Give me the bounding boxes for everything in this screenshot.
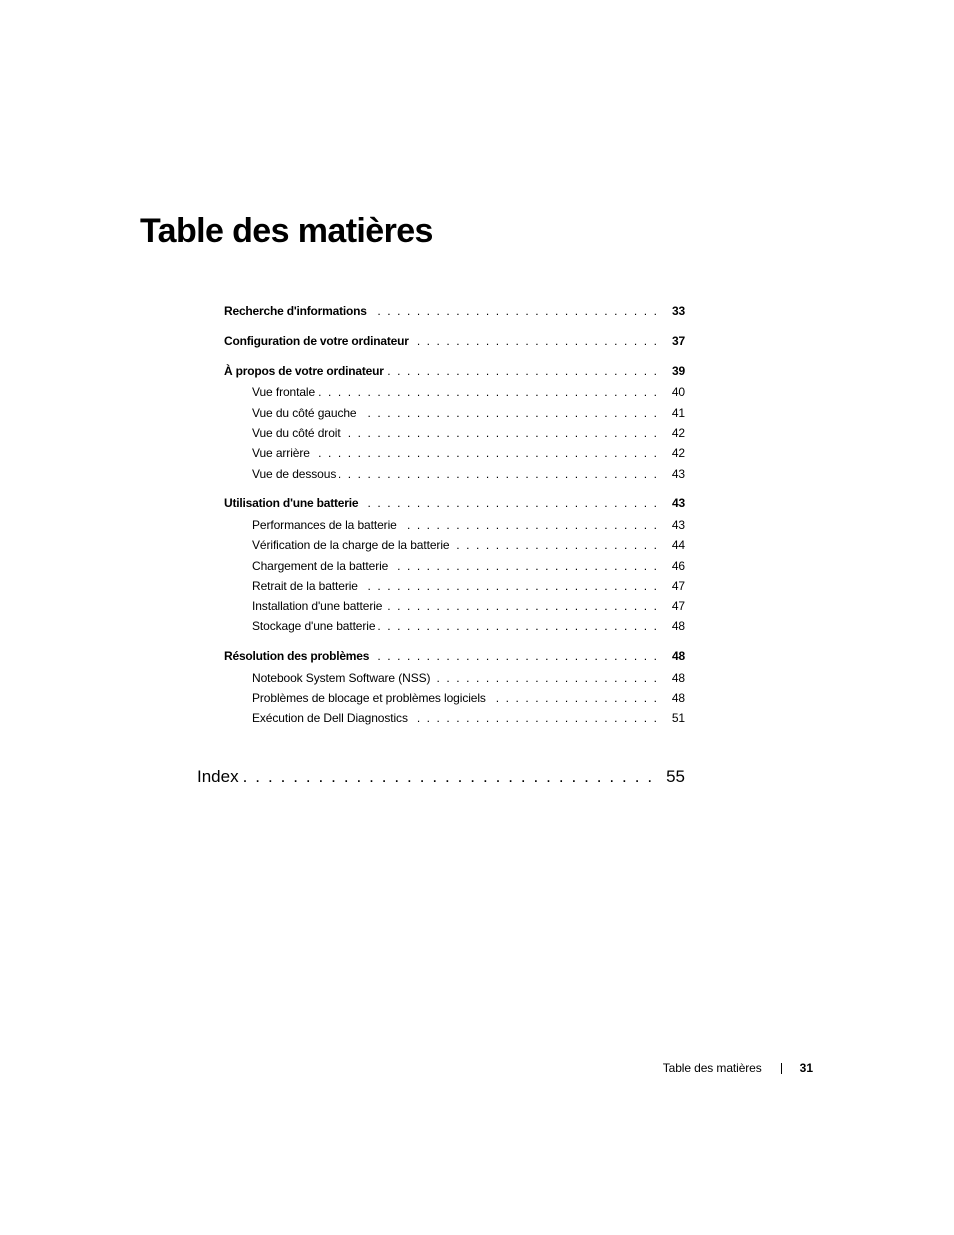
toc-entry-configuration[interactable] (224, 334, 685, 348)
dot-leader (370, 304, 657, 318)
toc-entry-page: 42 (671, 446, 685, 460)
toc-subentry-performances[interactable] (252, 518, 685, 532)
toc-subentry-verification[interactable] (252, 538, 685, 552)
dot-leader (387, 364, 657, 378)
toc-entry-page: 47 (671, 579, 685, 593)
toc-subentry-vue-dessous[interactable] (252, 467, 685, 481)
toc-entry-label: Résolution des problèmes (224, 649, 370, 663)
dot-leader (411, 711, 657, 725)
dot-leader (242, 767, 652, 787)
dot-leader (412, 334, 657, 348)
toc-entry-page: 48 (671, 671, 685, 685)
toc-subentry-vue-cote-gauche[interactable] (252, 406, 685, 420)
toc-entry-page: 43 (672, 496, 685, 510)
toc-subentry-stockage[interactable] (252, 619, 685, 633)
dot-leader (489, 691, 657, 705)
toc-entry-label: Utilisation d'une batterie (224, 496, 359, 510)
toc-entry-recherche[interactable] (224, 304, 685, 318)
toc-entry-page: 55 (666, 767, 685, 786)
toc-entry-page: 46 (671, 559, 685, 573)
toc-entry-label: Vérification de la charge de la batterie (252, 538, 450, 552)
toc-entry-page: 43 (671, 467, 685, 481)
toc-entry-page: 48 (671, 619, 685, 633)
toc-entry-page: 47 (671, 599, 685, 613)
toc-entry-label: Performances de la batterie (252, 518, 397, 532)
toc-entry-label: Vue du côté gauche (252, 406, 357, 420)
toc-entry-label: Stockage d'une batterie (252, 619, 376, 633)
page-title: Table des matières (140, 212, 433, 250)
toc-entry-label: Vue arrière (252, 446, 310, 460)
toc-subentry-chargement[interactable] (252, 559, 685, 573)
toc-entry-label: À propos de votre ordinateur (224, 364, 384, 378)
dot-leader (361, 579, 657, 593)
toc-entry-page: 33 (672, 304, 685, 318)
dot-leader (391, 559, 657, 573)
toc-entry-label: Vue de dessous (252, 467, 337, 481)
toc-entry-label: Installation d'une batterie (252, 599, 383, 613)
toc-subentry-nss[interactable] (252, 671, 685, 685)
toc-entry-label: Vue du côté droit (252, 426, 341, 440)
toc-subentry-vue-frontale[interactable] (252, 385, 685, 399)
toc-entry-label: Problèmes de blocage et problèmes logiciels (252, 691, 486, 705)
dot-leader (318, 385, 657, 399)
toc-subentry-diagnostics[interactable] (252, 711, 685, 725)
dot-leader (360, 406, 657, 420)
toc-entry-label: Recherche d'informations (224, 304, 367, 318)
dot-leader (344, 426, 657, 440)
toc-entry-index[interactable] (197, 767, 685, 787)
toc-entry-page: 37 (672, 334, 685, 348)
toc-entry-label: Retrait de la batterie (252, 579, 358, 593)
toc-entry-page: 40 (671, 385, 685, 399)
toc-entry-page: 44 (671, 538, 685, 552)
dot-leader (400, 518, 657, 532)
dot-leader (313, 446, 657, 460)
toc-entry-page: 42 (671, 426, 685, 440)
toc-entry-label: Vue frontale (252, 385, 316, 399)
dot-leader (433, 671, 657, 685)
toc-entry-page: 48 (671, 691, 685, 705)
page-footer (0, 1061, 813, 1075)
dot-leader (378, 619, 657, 633)
toc-subentry-vue-cote-droit[interactable] (252, 426, 685, 440)
dot-leader (372, 649, 657, 663)
toc-entry-page: 43 (671, 518, 685, 532)
toc-subentry-retrait[interactable] (252, 579, 685, 593)
dot-leader (339, 467, 657, 481)
toc-entry-label: Notebook System Software (NSS) (252, 671, 431, 685)
toc-subentry-blocage[interactable] (252, 691, 685, 705)
toc-entry-page: 51 (671, 711, 685, 725)
footer-separator (781, 1063, 782, 1074)
toc-entry-resolution[interactable] (224, 649, 685, 663)
toc-entry-page: 39 (672, 364, 685, 378)
dot-leader (361, 496, 657, 510)
page-number: 31 (799, 1061, 813, 1075)
dot-leader (452, 538, 657, 552)
toc-entry-label: Exécution de Dell Diagnostics (252, 711, 408, 725)
toc-entry-label: Index (197, 767, 239, 786)
toc-entry-batterie[interactable] (224, 496, 685, 510)
footer-title: Table des matières (662, 1061, 762, 1075)
toc-entry-page: 48 (672, 649, 685, 663)
toc-subentry-vue-arriere[interactable] (252, 446, 685, 460)
dot-leader (385, 599, 657, 613)
toc-subentry-installation[interactable] (252, 599, 685, 613)
toc-entry-page: 41 (671, 406, 685, 420)
toc-entry-label: Configuration de votre ordinateur (224, 334, 409, 348)
toc-entry-a-propos[interactable] (224, 364, 685, 378)
toc-entry-label: Chargement de la batterie (252, 559, 389, 573)
